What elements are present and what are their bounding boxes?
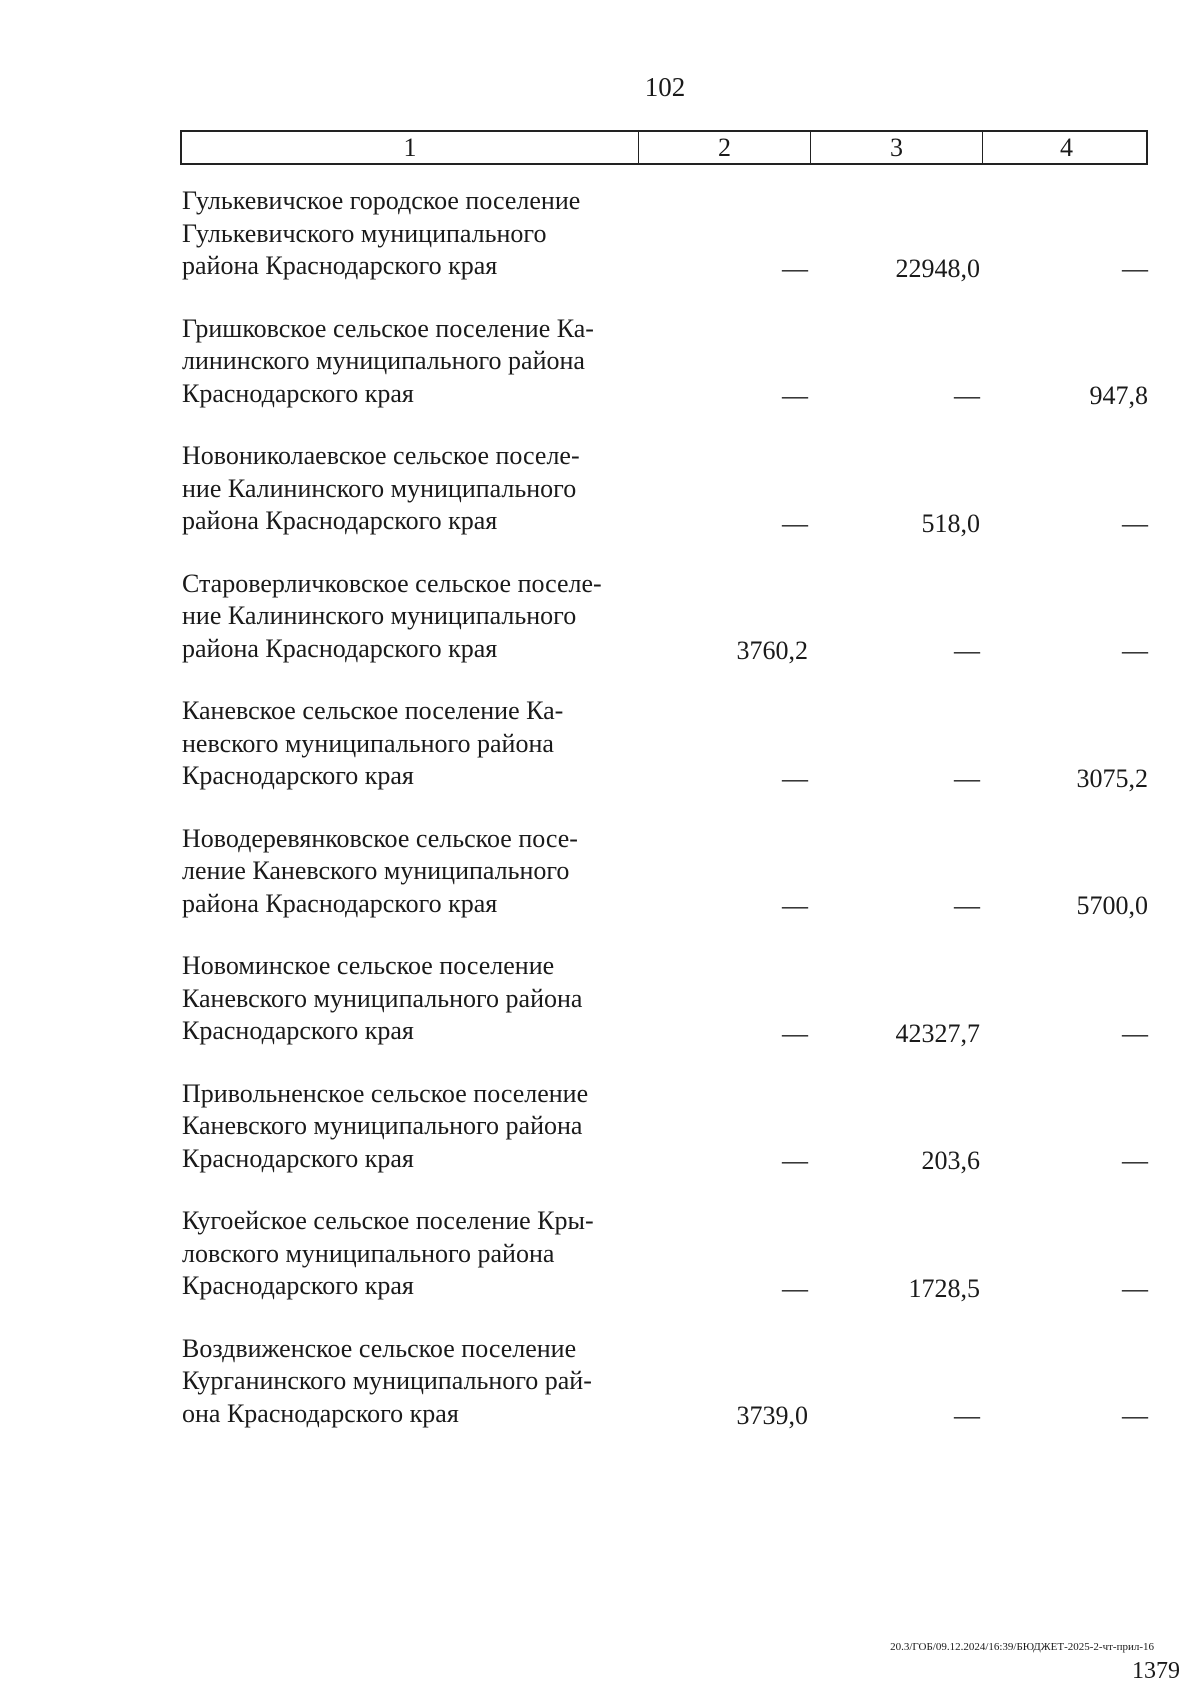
settlement-name (180, 1078, 636, 1178)
value-col-2: — (782, 508, 808, 538)
settlement-name-line: района Краснодарского края (182, 633, 498, 663)
settlement-name-line: района Краснодарского края (182, 888, 498, 918)
value-col-4: — (1122, 1273, 1148, 1303)
value-col-3: 203,6 (921, 1146, 980, 1175)
settlement-name-line: Воздвиженское сельское поселение (182, 1333, 577, 1363)
value-col-2: — (782, 1018, 808, 1048)
value-col-4: — (1122, 1018, 1148, 1048)
value-col-3: — (954, 1401, 980, 1430)
value-col-2: — (782, 1273, 808, 1303)
settlement-name-line: Краснодарского края (182, 378, 414, 408)
page-number: 102 (644, 72, 686, 102)
settlement-name-line: Каневского муниципального района (182, 983, 583, 1013)
settlement-name-line: Краснодарского края (182, 1143, 414, 1173)
settlement-name-line: Курганинского муниципального рай- (182, 1366, 592, 1395)
value-col-2: 3760,2 (736, 636, 808, 665)
settlement-name (180, 950, 636, 1050)
value-col-4: — (1122, 636, 1148, 665)
header-col-2: 2 (638, 132, 810, 163)
value-col-3: — (954, 381, 980, 410)
settlement-name-line: ние Калининского муниципального (182, 601, 577, 630)
value-col-3: 22948,0 (895, 253, 980, 283)
table-row (180, 440, 1148, 540)
settlement-name-line: Гулькевичского муниципального (182, 218, 547, 248)
value-col-3: — (954, 636, 980, 665)
table-row (180, 185, 1148, 285)
table-row (180, 1333, 1148, 1433)
table-row (180, 695, 1148, 795)
settlement-name-line: Краснодарского края (182, 1271, 414, 1300)
settlement-name-line: Новоминское сельское поселение (182, 951, 555, 980)
value-col-4: — (1122, 508, 1148, 538)
header-col-4: 4 (982, 132, 1150, 163)
settlement-name-line: она Краснодарского края (182, 1398, 459, 1428)
value-col-3: 1728,5 (908, 1273, 980, 1303)
settlement-name-line: Краснодарского края (182, 761, 414, 790)
settlement-name (180, 185, 636, 285)
value-col-2: — (782, 1146, 808, 1175)
table-row (180, 568, 1148, 668)
value-col-4: — (1122, 253, 1148, 283)
settlement-name-line: района Краснодарского края (182, 506, 498, 535)
settlement-name-line: ловского муниципального района (182, 1238, 555, 1268)
settlement-name-line: Гулькевичское городское поселение (182, 186, 581, 215)
settlement-name (180, 1205, 636, 1305)
value-col-4: 947,8 (1089, 381, 1148, 410)
settlement-name-line: Каневского муниципального района (182, 1111, 583, 1140)
value-col-3: 42327,7 (895, 1018, 980, 1048)
table-row (180, 1205, 1148, 1305)
settlement-name (180, 695, 636, 795)
value-col-4: — (1122, 1401, 1148, 1430)
table-row (180, 823, 1148, 923)
settlement-name-line: невского муниципального района (182, 728, 554, 758)
settlement-name-line: Новодеревянковское сельское посе- (182, 823, 578, 853)
value-col-2: 3739,0 (736, 1401, 808, 1430)
settlement-name-line: Краснодарского края (182, 1016, 414, 1045)
header-col-1: 1 (403, 133, 417, 162)
settlement-name (180, 823, 636, 923)
table-row (180, 950, 1148, 1050)
settlement-name-line: ление Каневского муниципального (182, 856, 570, 885)
settlement-name-line: ние Калининского муниципального (182, 473, 577, 503)
settlement-name-line: Староверличковское сельское поселе- (182, 568, 602, 598)
table-header (180, 130, 1148, 165)
table-row (180, 1078, 1148, 1178)
settlement-name-line: Кугоейское сельское поселение Кры- (182, 1206, 594, 1235)
value-col-2: — (782, 381, 808, 410)
settlement-name (180, 568, 636, 668)
value-col-3: 518,0 (921, 508, 980, 538)
settlement-name (180, 313, 636, 413)
value-col-2: — (782, 763, 808, 793)
settlement-name-line: Новониколаевское сельское поселе- (182, 441, 580, 470)
settlement-name-line: Гришковское сельское поселение Ка- (182, 313, 594, 343)
settlement-name-line: района Краснодарского края (182, 251, 498, 280)
settlement-name-line: лининского муниципального района (182, 346, 585, 375)
settlement-name-line: Каневское сельское поселение Ка- (182, 696, 564, 725)
table-row (180, 313, 1148, 413)
header-col-3: 3 (810, 132, 982, 163)
settlement-name (180, 1333, 636, 1433)
sheet-number: 1379 (1132, 1658, 1180, 1684)
settlement-name (180, 440, 636, 540)
value-col-2: — (782, 253, 808, 283)
value-col-3: — (954, 763, 980, 793)
budget-table (180, 130, 1148, 1430)
value-col-2: — (782, 891, 808, 920)
document-code: 20.3/ГОБ/09.12.2024/16:39/БЮДЖЕТ-2025-2-чт-прил-16 (890, 1641, 1154, 1653)
settlement-name-line: Привольненское сельское поселение (182, 1078, 589, 1108)
value-col-4: — (1122, 1146, 1148, 1175)
value-col-4: 5700,0 (1076, 891, 1148, 920)
value-col-4: 3075,2 (1076, 763, 1148, 793)
value-col-3: — (954, 891, 980, 920)
